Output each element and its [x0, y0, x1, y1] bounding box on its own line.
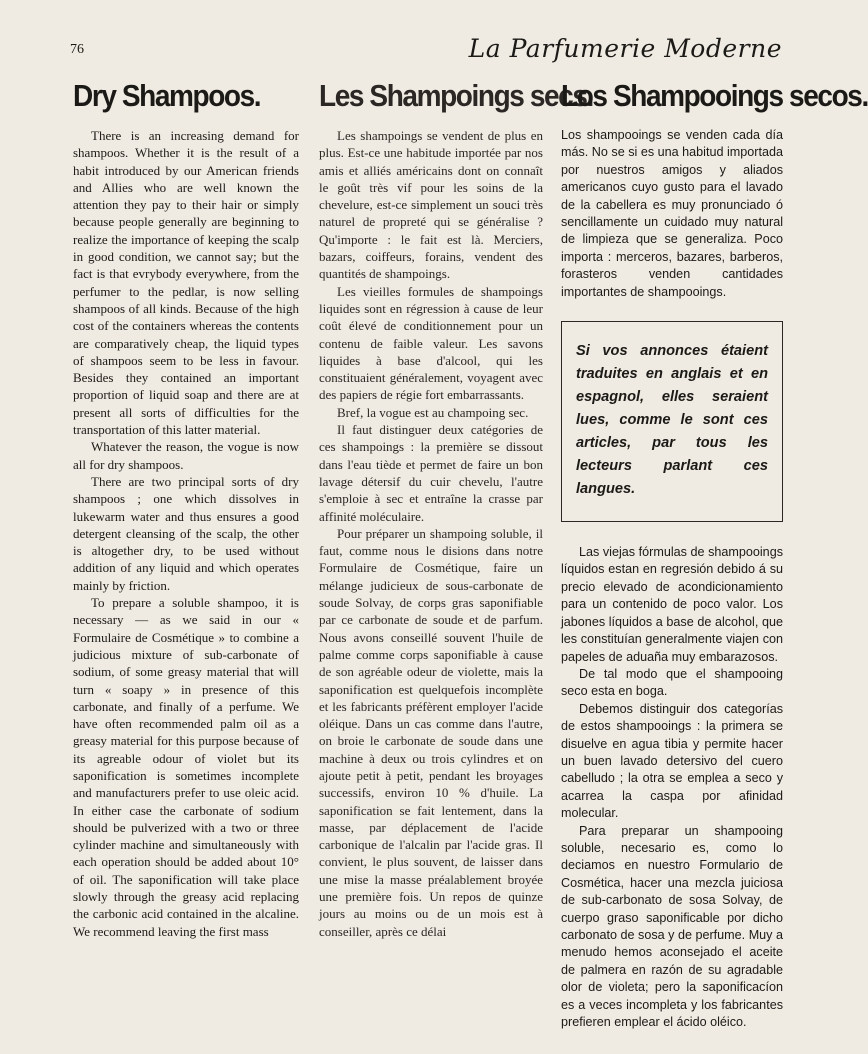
spanish-paragraph: Para preparar un shampooing soluble, necesario es, como lo deciamos en nuestro Formulario de Cosmética, hacer una mezcla juiciosa de sub-carbonato de sosa Solvay, de cuerpo graso saponificable por dicho carbonato de sosa y de perfume. Muy a menudo hemos aconsejado el aceite de palmera en razón de su agradable olor de violeta; pero la saponificacíon es a veces incompleta y los fabricantes prefieren emplear el ácido oléico.	[561, 823, 783, 1030]
french-paragraph: Bref, la vogue est au champoing sec.	[337, 404, 529, 420]
english-column	[73, 78, 299, 940]
english-paragraph: There is an increasing demand for shampoos. Whether it is the result of a habit introduced by our American friends and Allies who are well known the attention they pay to their hair or simply because people generally are beginning to realize the importance of keeping the scalp in good condition, we cannot say; but the fact is that evrybody everywhere, from the perfumer to the pedlar, is now selling shampoos of all kinds. Because of the high cost of the containers whereas the contents are comparatively cheap, the liquid types of shampoos seem to be less in favour. Besides they contained an important proportion of liquid soap and there are at present all sorts of difficulties for the transportation of this latter material.	[73, 128, 299, 438]
spanish-paragraph: De tal modo que el shampooing seco esta en boga.	[561, 666, 783, 699]
english-paragraph: Whatever the reason, the vogue is now all for dry shampoos.	[73, 439, 299, 472]
french-title: Les Shampoings secs.	[319, 79, 593, 113]
french-paragraph: Les vieilles formules de shampoings liquides sont en régression à cause de leur coût élevé de conditionnement pour un contenu de faible valeur. Les savons liquides à base d'alcool, qui les constituaient généralement, voyagent avec des papiers de régie fort embarrassants.	[319, 283, 543, 403]
english-paragraph: There are two principal sorts of dry shampoos ; one which dissolves in lukewarm water and thus ensures a good detergent cleansing of the scalp, the other is altogether dry, to be used without addition of any liquid and which operates mainly by friction.	[73, 473, 299, 593]
spanish-paragraph: Las viejas fórmulas de shampooings líquidos estan en regresión debido á su precio elevado de acondicionamiento para un contenido de poco valor. Los jabones líquidos a base de alcohol, que les constituían generalmente viajen con papeles de aduaña muy embarazosos.	[561, 545, 783, 664]
french-column	[319, 78, 593, 940]
french-paragraph: Les shampoings se vendent de plus en plus. Est-ce une habitude importée par nos amis et alliés américains dont on connaît le goût très vif pour les soins de la chevelure, est-ce simplement un souci très naturel de propreté qui se généralise ? Qu'importe : le fait est là. Merciers, bazars, coiffeurs, forains, vendent des quantités de shampoings.	[319, 128, 543, 282]
english-title: Dry Shampoos.	[73, 79, 261, 113]
journal-masthead: La Parfumerie Moderne	[468, 34, 782, 63]
french-paragraph: Il faut distinguer deux catégories de ces shampoings : la première se dissout dans l'eau tiède et permet de faire un bon lavage détersif du cuir chevelu, l'autre s'emploie à sec et entraîne la crasse par affinité moléculaire.	[319, 422, 543, 524]
advertising-notice-box	[561, 321, 783, 522]
advertising-notice-text: Si vos annonces étaient traduites en anglais et en espagnol, elles seraient lues, comme le sont ces articles, par tous les lecteurs parlant ces langues.	[576, 343, 768, 498]
french-paragraph: Pour préparer un shampoing soluble, il faut, comme nous le disions dans notre Formulaire de Cosmétique, faire un mélange judicieux de sous-carbonate de soude Solvay, de corps gras saponifiable par ce carbonate de soude et de parfum. Nous avons conseillé souvent l'huile de palme comme corps saponifiable à cause de son agréable odeur de violette, mais la saponification est quelquefois incomplète et les fabricants préfèrent employer l'acide oléique. Dans un cas comme dans l'autre, on broie le carbonate de soude dans une machine à deux ou trois cylindres et on ajoute petit à petit, pendant les broyages successifs, environ 10 % d'huile. La saponification se fait lentement, dans la masse, par déplacement de l'acide carbonique de l'alcalin par l'acide gras. Il convient, le plus souvent, de laisser dans une mise la masse préalablement broyée une première fois. Un repos de quinze jours au moins ou de un mois est à conseiller, après ce délai	[319, 525, 543, 939]
spanish-title: Los Shampooings secos.	[561, 79, 868, 113]
spanish-paragraph: Debemos distinguir dos categorías de estos shampooings : la primera se disuelve en agua tibia y permite hacer un buen lavado detersivo del cuero cabelludo ; la otra se emplea a seco y acarrea la caspa por afinidad molecular.	[561, 701, 783, 821]
spanish-column	[561, 78, 868, 1031]
page-number: 76	[70, 42, 84, 57]
english-paragraph: To prepare a soluble shampoo, it is necessary — as we said in our « Formulaire de Cosmétique » to combine a judicious mixture of sub-carbonate of sodium, of some greasy material that will turn « soapy » in presence of this carbonate, and finally of a perfume. We have often recommended palm oil as a greasy material for this purpose because of its agreable odour of violet but its saponification is sometimes incomplete and manufacturers prefer to use oleic acid. In either case the carbonate of sodium should be pulverized with a two or three cylinder machine and simultaneously with each operation should be added about 10° of oil. The saponification will take place slowly through the greasy acid replacing the carbonic acid contained in the alcaline. We recommend leaving the first mass	[73, 595, 299, 939]
spanish-paragraph: Los shampooings se venden cada día más. No se si es una habitud importada por nuestros amigos y aliados americanos cuyo gusto para el lavado de la cabellera es muy pronunciado ó sencillamente un cuidado muy natural de limpieza que se generaliza. Poco importa : merceros, bazares, barberos, forasteros venden cantidades importantes de shampooings.	[561, 128, 783, 299]
